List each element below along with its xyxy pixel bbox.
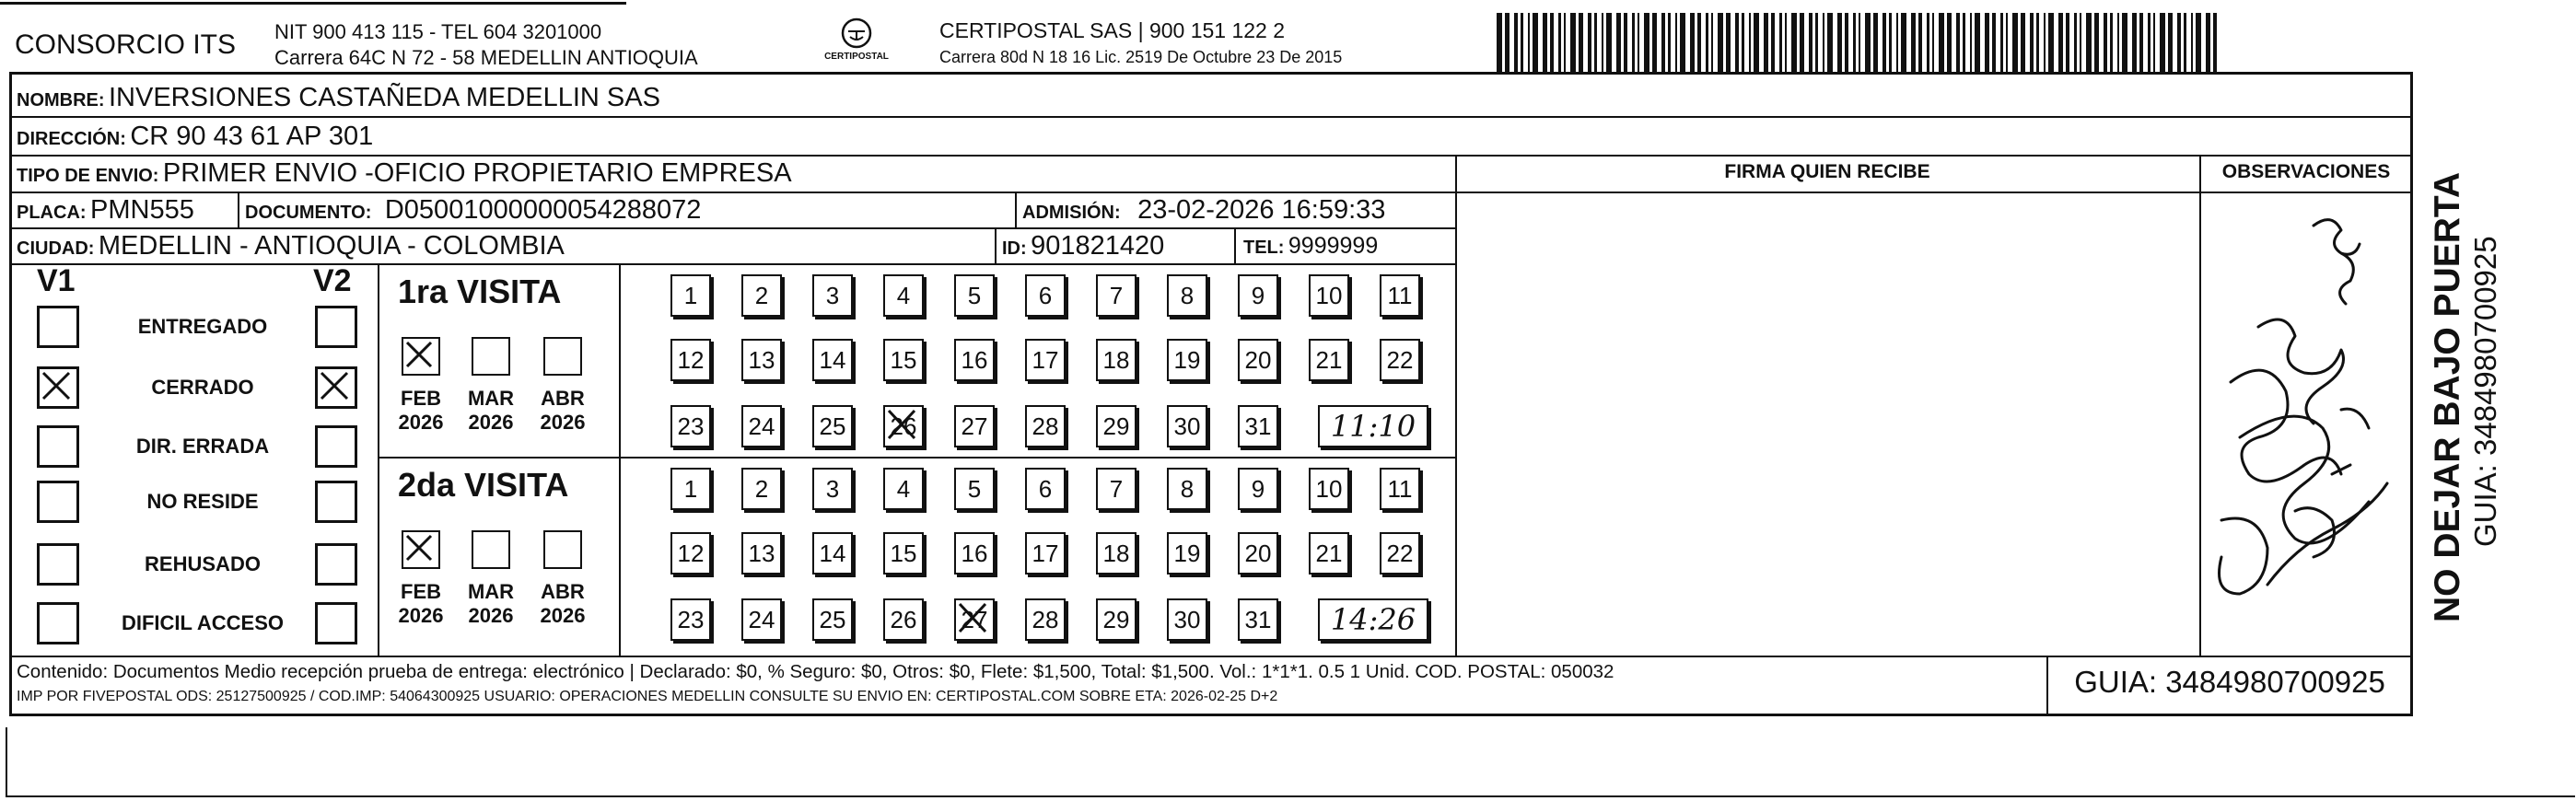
barcode-bar: [1800, 13, 1804, 72]
v1-checkbox[interactable]: [37, 602, 79, 644]
month-label: [389, 580, 453, 628]
month-label: [459, 387, 523, 435]
barcode-bar: [2044, 13, 2046, 72]
month-name: FEB: [401, 387, 441, 410]
barcode-bar: [1927, 13, 1929, 72]
barcode-bar: [1845, 13, 1848, 72]
barcode-bar: [1652, 13, 1657, 72]
tel-row: [1243, 233, 1378, 260]
day-box[interactable]: 27: [954, 405, 995, 447]
day-box[interactable]: 4: [883, 274, 924, 317]
day-box[interactable]: 21: [1309, 532, 1349, 575]
month-checkbox[interactable]: [543, 530, 582, 569]
month-name: ABR: [541, 387, 585, 410]
day-box[interactable]: 9: [1238, 468, 1278, 510]
barcode-bar: [1823, 13, 1824, 72]
barcode-bar: [1558, 13, 1561, 72]
day-box[interactable]: 2: [741, 468, 782, 510]
barcode-bar: [1992, 13, 1996, 72]
company-name: CONSORCIO ITS: [15, 29, 237, 60]
v2-header: V2: [313, 263, 352, 298]
barcode-bar: [1579, 13, 1583, 72]
barcode-bar: [1570, 13, 1576, 72]
barcode-bar: [1528, 13, 1530, 72]
barcode-bar: [1602, 13, 1603, 72]
day-box[interactable]: 11: [1380, 274, 1420, 317]
barcode-bar: [1680, 13, 1685, 72]
day-box[interactable]: 7: [1096, 274, 1136, 317]
month-year: 2026: [540, 604, 586, 627]
barcode-bar: [2139, 13, 2143, 72]
tipo-row: [17, 158, 792, 189]
month-year: 2026: [468, 604, 514, 627]
row-divider: [9, 155, 2413, 157]
barcode-bar: [1865, 13, 1871, 72]
visit-time[interactable]: 11:10: [1318, 405, 1428, 447]
barcode-bar: [2080, 13, 2081, 72]
barcode-bar: [1550, 13, 1554, 72]
id-row: [1002, 231, 1164, 261]
day-box[interactable]: 23: [670, 405, 711, 447]
x-mark: [885, 407, 922, 446]
v2-checkbox[interactable]: [315, 543, 357, 586]
barcode-bar: [2153, 13, 2155, 72]
nombre-row: [17, 83, 660, 113]
direccion-value: CR 90 43 61 AP 301: [130, 122, 374, 151]
month-name: ABR: [541, 580, 585, 603]
day-box[interactable]: 14: [812, 339, 853, 381]
barcode-bar: [1497, 13, 1502, 72]
direccion-row: [17, 122, 373, 152]
barcode-bar: [1918, 13, 1922, 72]
x-mark: [956, 600, 993, 639]
day-box[interactable]: 8: [1167, 468, 1207, 510]
certipostal-logo: [815, 17, 898, 66]
day-box[interactable]: 24: [741, 598, 782, 641]
row-divider: [9, 656, 2413, 657]
x-mark: [403, 532, 438, 567]
barcode-bar: [2066, 13, 2069, 72]
admision-row: [1022, 195, 1385, 226]
day-box[interactable]: 1: [670, 468, 711, 510]
month-name: MAR: [467, 387, 515, 410]
v1-checkbox[interactable]: [37, 425, 79, 468]
barcode-bar: [1735, 13, 1739, 72]
v1-checkbox[interactable]: [37, 481, 79, 523]
imp-text: IMP POR FIVEPOSTAL ODS: 25127500925 / COD.IMP: 54064300925 USUARIO: OPERACIONES MEDELLIN CONSULTE SU ENVIO EN: CERTIPOSTAL.COM SOBRE ETA: 2026-02-25 D+2: [17, 689, 1278, 704]
col-divider-firma: [1455, 155, 1457, 656]
day-box[interactable]: 2: [741, 274, 782, 317]
day-box[interactable]: 30: [1167, 405, 1207, 447]
barcode-bar: [2036, 13, 2039, 72]
day-box[interactable]: 27: [954, 598, 995, 641]
barcode-bar: [2006, 13, 2008, 72]
barcode-bar: [2000, 13, 2003, 72]
barcode-bar: [2132, 13, 2137, 72]
documento-value: D05001000000054288072: [384, 195, 702, 225]
barcode-bar: [1764, 13, 1768, 72]
day-box[interactable]: 15: [883, 532, 924, 575]
barcode-bar: [1889, 13, 1892, 72]
day-box[interactable]: 26: [883, 405, 924, 447]
barcode-bar: [1514, 13, 1518, 72]
v1-checkbox[interactable]: [37, 306, 79, 348]
side-warning: NO DEJAR BAJO PUERTA: [2428, 171, 2467, 622]
day-box[interactable]: 9: [1238, 274, 1278, 317]
month-year: 2026: [398, 604, 444, 627]
barcode-bar: [1882, 13, 1886, 72]
row-divider: [9, 227, 1457, 229]
x-mark: [403, 339, 438, 374]
id-value: 901821420: [1031, 231, 1165, 261]
barcode-bar: [1956, 13, 1960, 72]
barcode-bar: [2048, 13, 2054, 72]
barcode-bar: [1809, 13, 1813, 72]
barcode-bar: [2206, 13, 2210, 72]
placa-row: [17, 195, 194, 226]
barcode-bar: [1675, 13, 1677, 72]
barcode-bar: [1791, 13, 1797, 72]
month-year: 2026: [540, 411, 586, 434]
day-box[interactable]: 4: [883, 468, 924, 510]
month-name: FEB: [401, 580, 441, 603]
day-box[interactable]: 17: [1025, 532, 1066, 575]
col-divider-placa: [238, 192, 239, 227]
col-divider-admision: [1015, 192, 1017, 227]
barcode-bar: [1815, 13, 1818, 72]
barcode-bar: [1521, 13, 1523, 72]
day-box[interactable]: 22: [1380, 339, 1420, 381]
barcode-bar: [2086, 13, 2092, 72]
nit-line: NIT 900 413 115 - TEL 604 3201000: [274, 20, 602, 43]
cut-mark: [6, 727, 7, 796]
ciudad-value: MEDELLIN - ANTIOQUIA - COLOMBIA: [98, 231, 565, 261]
barcode-bar: [2030, 13, 2034, 72]
barcode-bar: [2094, 13, 2099, 72]
v1-header: V1: [37, 263, 76, 298]
barcode-bar: [1644, 13, 1649, 72]
barcode-bar: [1749, 13, 1751, 72]
barcode-bar: [2177, 13, 2181, 72]
barcode-bar: [1896, 13, 1898, 72]
barcode-bar: [1588, 13, 1591, 72]
barcode-bar: [1827, 13, 1833, 72]
visit-title: 1ra VISITA: [398, 273, 562, 310]
barcode-bar: [2160, 13, 2165, 72]
barcode-bar: [1616, 13, 1621, 72]
barcode: [1497, 13, 2224, 72]
barcode-bar: [1754, 13, 1759, 72]
tipo-label: TIPO DE ENVIO:: [17, 166, 159, 186]
barcode-bar: [1564, 13, 1566, 72]
address-line: Carrera 64C N 72 - 58 MEDELLIN ANTIOQUIA: [274, 46, 698, 69]
barcode-bar: [1690, 13, 1695, 72]
barcode-bar: [2168, 13, 2173, 72]
month-checkbox[interactable]: [472, 530, 510, 569]
barcode-bar: [1947, 13, 1952, 72]
day-box[interactable]: 26: [883, 598, 924, 641]
handwritten-signature: [2203, 198, 2409, 649]
day-box[interactable]: 6: [1025, 468, 1066, 510]
day-box[interactable]: 30: [1167, 598, 1207, 641]
day-box[interactable]: 17: [1025, 339, 1066, 381]
barcode-bar: [1668, 13, 1671, 72]
documento-label: DOCUMENTO:: [245, 203, 372, 223]
day-box[interactable]: 13: [741, 339, 782, 381]
contenido-text: Contenido: Documentos Medio recepción prueba de entrega: electrónico | Declarado: $0, % Seguro: $0, Otros: $0, Flete: $1,500, Total: $1,500. Vol.: 1*1*1. 0.5 1 Unid. COD. POSTAL: 050032: [17, 661, 1614, 682]
footer-guia: GUIA: 3484980700925: [2074, 665, 2385, 699]
month-year: 2026: [468, 411, 514, 434]
day-box[interactable]: 12: [670, 339, 711, 381]
day-box[interactable]: 5: [954, 468, 995, 510]
visit-time[interactable]: 14:26: [1318, 598, 1428, 641]
barcode-bar: [1911, 13, 1916, 72]
barcode-bar: [2110, 13, 2113, 72]
barcode-bar: [1638, 13, 1639, 72]
direccion-label: DIRECCIÓN:: [17, 129, 126, 149]
row-divider: [9, 116, 2413, 118]
barcode-bar: [2148, 13, 2151, 72]
day-box[interactable]: 25: [812, 598, 853, 641]
observaciones-header: OBSERVACIONES: [2221, 161, 2391, 182]
v1-checkbox[interactable]: [37, 366, 79, 409]
day-box[interactable]: 7: [1096, 468, 1136, 510]
day-box[interactable]: 24: [741, 405, 782, 447]
carrier-line: CERTIPOSTAL SAS | 900 151 122 2: [939, 18, 1286, 42]
status-label: REHUSADO: [145, 552, 261, 575]
day-box[interactable]: 12: [670, 532, 711, 575]
barcode-bar: [1606, 13, 1612, 72]
v2-checkbox[interactable]: [315, 602, 357, 644]
day-box[interactable]: 22: [1380, 532, 1420, 575]
day-box[interactable]: 19: [1167, 339, 1207, 381]
day-box[interactable]: 10: [1309, 468, 1349, 510]
barcode-bar: [2213, 13, 2217, 72]
month-label: [530, 580, 595, 628]
barcode-bar: [1963, 13, 1965, 72]
day-box[interactable]: 16: [954, 532, 995, 575]
barcode-bar: [1939, 13, 1944, 72]
day-box[interactable]: 25: [812, 405, 853, 447]
barcode-bar: [1932, 13, 1934, 72]
day-box[interactable]: 5: [954, 274, 995, 317]
barcode-bar: [1543, 13, 1547, 72]
day-box[interactable]: 8: [1167, 274, 1207, 317]
barcode-bar: [1853, 13, 1856, 72]
barcode-bar: [1837, 13, 1842, 72]
col-divider-id: [995, 227, 997, 263]
barcode-bar: [1697, 13, 1701, 72]
barcode-bar: [1985, 13, 1989, 72]
day-box[interactable]: 23: [670, 598, 711, 641]
x-mark: [318, 369, 355, 406]
day-box[interactable]: 21: [1309, 339, 1349, 381]
month-checkbox[interactable]: [402, 530, 440, 569]
barcode-bar: [1859, 13, 1860, 72]
col-divider-status: [378, 263, 379, 656]
documento-row: [245, 195, 701, 226]
barcode-bar: [2122, 13, 2127, 72]
month-name: MAR: [467, 580, 515, 603]
visit-divider: [378, 457, 1455, 459]
row-divider: [9, 192, 2413, 193]
day-box[interactable]: 15: [883, 339, 924, 381]
month-checkbox[interactable]: [543, 337, 582, 376]
barcode-bar: [2021, 13, 2025, 72]
barcode-bar: [2196, 13, 2201, 72]
month-label: [530, 387, 595, 435]
status-label: NO RESIDE: [146, 490, 259, 513]
barcode-bar: [1594, 13, 1597, 72]
day-box[interactable]: 11: [1380, 468, 1420, 510]
v2-checkbox[interactable]: [315, 481, 357, 523]
admision-value: 23-02-2026 16:59:33: [1137, 195, 1386, 225]
ciudad-row: [17, 231, 565, 261]
barcode-bar: [2184, 13, 2186, 72]
barcode-bar: [2074, 13, 2077, 72]
tipo-value: PRIMER ENVIO -OFICIO PROPIETARIO EMPRESA: [162, 158, 792, 188]
col-divider-tel: [1234, 227, 1236, 263]
top-rule: [0, 2, 626, 5]
day-box[interactable]: 1: [670, 274, 711, 317]
barcode-bar: [1706, 13, 1708, 72]
nombre-value: INVERSIONES CASTAÑEDA MEDELLIN SAS: [109, 83, 660, 112]
v2-checkbox[interactable]: [315, 366, 357, 409]
barcode-bar: [1742, 13, 1744, 72]
barcode-bar: [1661, 13, 1665, 72]
barcode-bar: [1533, 13, 1538, 72]
barcode-bar: [1975, 13, 1980, 72]
carrier-address: Carrera 80d N 18 16 Lic. 2519 De Octubre 23 De 2015: [939, 48, 1343, 66]
day-box[interactable]: 3: [812, 468, 853, 510]
placa-label: PLACA:: [17, 203, 87, 223]
barcode-bar: [1873, 13, 1878, 72]
barcode-bar: [2191, 13, 2193, 72]
day-box[interactable]: 3: [812, 274, 853, 317]
v2-checkbox[interactable]: [315, 425, 357, 468]
day-box[interactable]: 29: [1096, 598, 1136, 641]
month-label: [389, 387, 453, 435]
nombre-label: NOMBRE:: [17, 90, 105, 110]
day-box[interactable]: 20: [1238, 532, 1278, 575]
row-divider: [9, 263, 1457, 265]
day-box[interactable]: 28: [1025, 598, 1066, 641]
day-box[interactable]: 16: [954, 339, 995, 381]
barcode-bar: [1901, 13, 1906, 72]
day-box[interactable]: 18: [1096, 532, 1136, 575]
month-checkbox[interactable]: [472, 337, 510, 376]
barcode-bar: [1624, 13, 1627, 72]
status-label: DIR. ERRADA: [135, 435, 270, 458]
day-box[interactable]: 13: [741, 532, 782, 575]
barcode-bar: [2117, 13, 2119, 72]
day-box[interactable]: 6: [1025, 274, 1066, 317]
barcode-bar: [2012, 13, 2018, 72]
barcode-bar: [2104, 13, 2107, 72]
placa-value: PMN555: [90, 195, 194, 225]
cut-mark: [6, 795, 2575, 797]
month-year: 2026: [398, 411, 444, 434]
tel-label: TEL:: [1243, 238, 1285, 258]
day-box[interactable]: 31: [1238, 405, 1278, 447]
visit-title: 2da VISITA: [398, 466, 569, 504]
status-label: CERRADO: [151, 376, 254, 399]
admision-label: ADMISIÓN:: [1022, 203, 1121, 223]
v2-checkbox[interactable]: [315, 306, 357, 348]
day-box[interactable]: 19: [1167, 532, 1207, 575]
barcode-bar: [1632, 13, 1635, 72]
tel-value: 9999999: [1288, 233, 1379, 259]
day-box[interactable]: 20: [1238, 339, 1278, 381]
day-box[interactable]: 14: [812, 532, 853, 575]
id-label: ID:: [1002, 238, 1027, 259]
day-box[interactable]: 31: [1238, 598, 1278, 641]
barcode-bar: [1779, 13, 1782, 72]
day-box[interactable]: 10: [1309, 274, 1349, 317]
month-label: [459, 580, 523, 628]
ciudad-label: CIUDAD:: [17, 238, 95, 259]
barcode-bar: [1771, 13, 1775, 72]
barcode-bar: [1711, 13, 1713, 72]
day-box[interactable]: 29: [1096, 405, 1136, 447]
x-mark: [40, 369, 76, 406]
col-divider-obs: [2199, 155, 2201, 656]
firma-header: FIRMA QUIEN RECIBE: [1724, 161, 1930, 182]
col-divider-visits: [619, 263, 621, 656]
barcode-bar: [2058, 13, 2063, 72]
logo-text: CERTIPOSTAL: [824, 52, 889, 62]
side-guia: GUIA: 3484980700925: [2468, 236, 2502, 547]
status-label: ENTREGADO: [137, 315, 268, 338]
status-label: DIFICIL ACCESO: [121, 611, 284, 634]
barcode-bar: [1970, 13, 1972, 72]
v1-checkbox[interactable]: [37, 543, 79, 586]
month-checkbox[interactable]: [402, 337, 440, 376]
barcode-bar: [1505, 13, 1509, 72]
barcode-bar: [1785, 13, 1787, 72]
barcode-bar: [1718, 13, 1723, 72]
day-box[interactable]: 28: [1025, 405, 1066, 447]
day-box[interactable]: 18: [1096, 339, 1136, 381]
barcode-bar: [1726, 13, 1731, 72]
